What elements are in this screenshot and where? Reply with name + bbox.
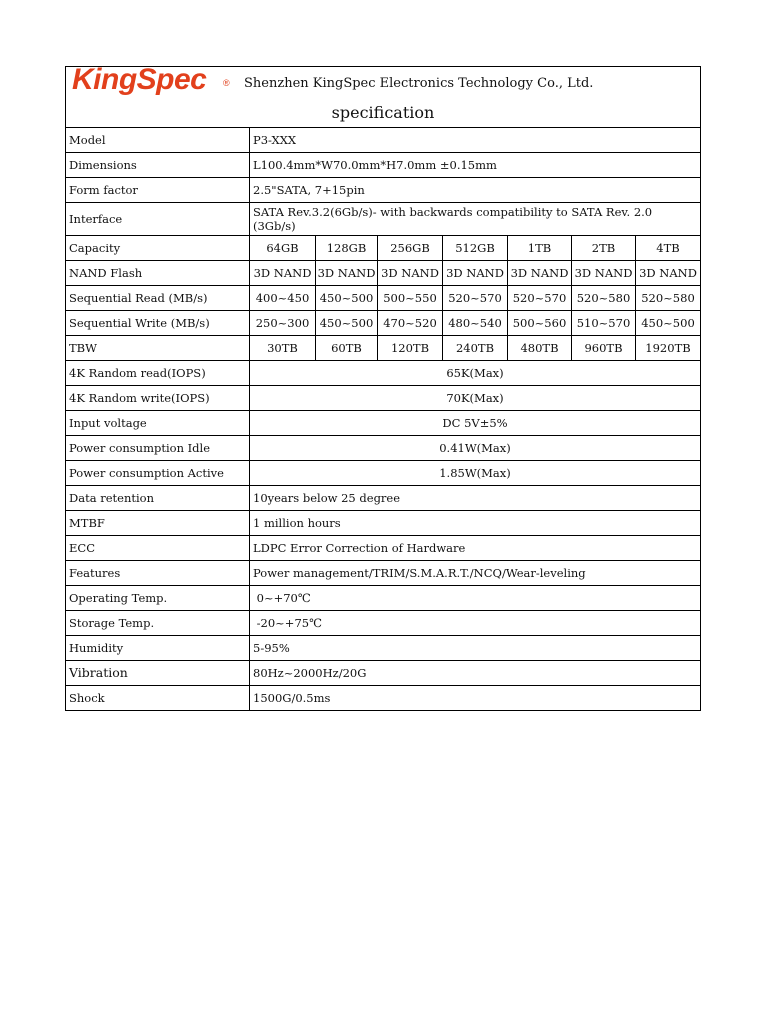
row-mtbf [66,511,701,536]
label-vibration: Vibration [66,661,250,686]
nand-cell: 3D NAND [572,261,636,286]
row-humidity [66,636,701,661]
row-power-active [66,461,701,486]
label-operating-temp: Operating Temp. [66,586,250,611]
seq-read-cell: 450~500 [316,286,378,311]
row-dimensions [66,153,701,178]
value-input-voltage: DC 5V±5% [250,411,701,436]
row-vibration [66,661,701,686]
value-operating-temp: 0~+70℃ [250,586,701,611]
company-name: Shenzhen KingSpec Electronics Technology Co., Ltd. [244,76,594,91]
seq-read-cell: 500~550 [378,286,443,311]
row-tbw [66,336,701,361]
value-shock: 1500G/0.5ms [250,686,701,711]
row-sequential-read [66,286,701,311]
seq-write-cell: 500~560 [508,311,572,336]
capacity-cell: 1TB [508,236,572,261]
row-ecc [66,536,701,561]
tbw-cell: 960TB [572,336,636,361]
row-power-idle [66,436,701,461]
seq-read-cell: 520~580 [572,286,636,311]
value-model: P3-XXX [250,128,701,153]
nand-cell: 3D NAND [316,261,378,286]
label-sequential-read: Sequential Read (MB/s) [66,286,250,311]
tbw-cell: 480TB [508,336,572,361]
value-form-factor: 2.5"SATA, 7+15pin [250,178,701,203]
tbw-cell: 30TB [250,336,316,361]
document-title: specification [331,103,435,122]
tbw-cell: 1920TB [636,336,701,361]
seq-write-cell: 480~540 [443,311,508,336]
label-humidity: Humidity [66,636,250,661]
kingspec-logo: KingSpec [72,66,207,96]
label-capacity: Capacity [66,236,250,261]
label-data-retention: Data retention [66,486,250,511]
value-storage-temp: -20~+75℃ [250,611,701,636]
label-storage-temp: Storage Temp. [66,611,250,636]
row-nand-flash [66,261,701,286]
label-nand-flash: NAND Flash [66,261,250,286]
label-ecc: ECC [66,536,250,561]
label-power-active: Power consumption Active [66,461,250,486]
label-tbw: TBW [66,336,250,361]
seq-read-cell: 520~570 [508,286,572,311]
row-interface [66,203,701,236]
value-interface: SATA Rev.3.2(6Gb/s)- with backwards compatibility to SATA Rev. 2.0 (3Gb/s) [250,203,701,236]
seq-read-cell: 520~570 [443,286,508,311]
tbw-cell: 60TB [316,336,378,361]
row-sequential-write [66,311,701,336]
label-interface: Interface [66,203,250,236]
row-capacity [66,236,701,261]
row-model [66,128,701,153]
seq-read-cell: 400~450 [250,286,316,311]
label-model: Model [66,128,250,153]
capacity-cell: 128GB [316,236,378,261]
row-data-retention [66,486,701,511]
label-random-write: 4K Random write(IOPS) [66,386,250,411]
value-dimensions: L100.4mm*W70.0mm*H7.0mm ±0.15mm [250,153,701,178]
capacity-cell: 512GB [443,236,508,261]
row-features [66,561,701,586]
seq-read-cell: 520~580 [636,286,701,311]
row-operating-temp [66,586,701,611]
value-humidity: 5-95% [250,636,701,661]
seq-write-cell: 250~300 [250,311,316,336]
tbw-cell: 120TB [378,336,443,361]
registered-mark-icon: ® [223,78,230,88]
label-features: Features [66,561,250,586]
row-random-read [66,361,701,386]
nand-cell: 3D NAND [508,261,572,286]
value-features: Power management/TRIM/S.M.A.R.T./NCQ/Wear-leveling [250,561,701,586]
tbw-cell: 240TB [443,336,508,361]
value-random-write: 70K(Max) [250,386,701,411]
label-dimensions: Dimensions [66,153,250,178]
row-random-write [66,386,701,411]
capacity-cell: 64GB [250,236,316,261]
value-random-read: 65K(Max) [250,361,701,386]
label-input-voltage: Input voltage [66,411,250,436]
label-sequential-write: Sequential Write (MB/s) [66,311,250,336]
row-input-voltage [66,411,701,436]
label-form-factor: Form factor [66,178,250,203]
seq-write-cell: 510~570 [572,311,636,336]
header-row [66,67,701,128]
capacity-cell: 2TB [572,236,636,261]
seq-write-cell: 470~520 [378,311,443,336]
nand-cell: 3D NAND [250,261,316,286]
header-cell [66,67,701,128]
nand-cell: 3D NAND [443,261,508,286]
row-storage-temp [66,611,701,636]
nand-cell: 3D NAND [636,261,701,286]
capacity-cell: 4TB [636,236,701,261]
value-ecc: LDPC Error Correction of Hardware [250,536,701,561]
value-power-idle: 0.41W(Max) [250,436,701,461]
value-data-retention: 10years below 25 degree [250,486,701,511]
label-mtbf: MTBF [66,511,250,536]
label-random-read: 4K Random read(IOPS) [66,361,250,386]
specification-table [65,66,701,711]
value-mtbf: 1 million hours [250,511,701,536]
seq-write-cell: 450~500 [636,311,701,336]
label-power-idle: Power consumption Idle [66,436,250,461]
row-shock [66,686,701,711]
seq-write-cell: 450~500 [316,311,378,336]
nand-cell: 3D NAND [378,261,443,286]
label-shock: Shock [66,686,250,711]
value-vibration: 80Hz~2000Hz/20G [250,661,701,686]
capacity-cell: 256GB [378,236,443,261]
value-power-active: 1.85W(Max) [250,461,701,486]
row-form-factor [66,178,701,203]
